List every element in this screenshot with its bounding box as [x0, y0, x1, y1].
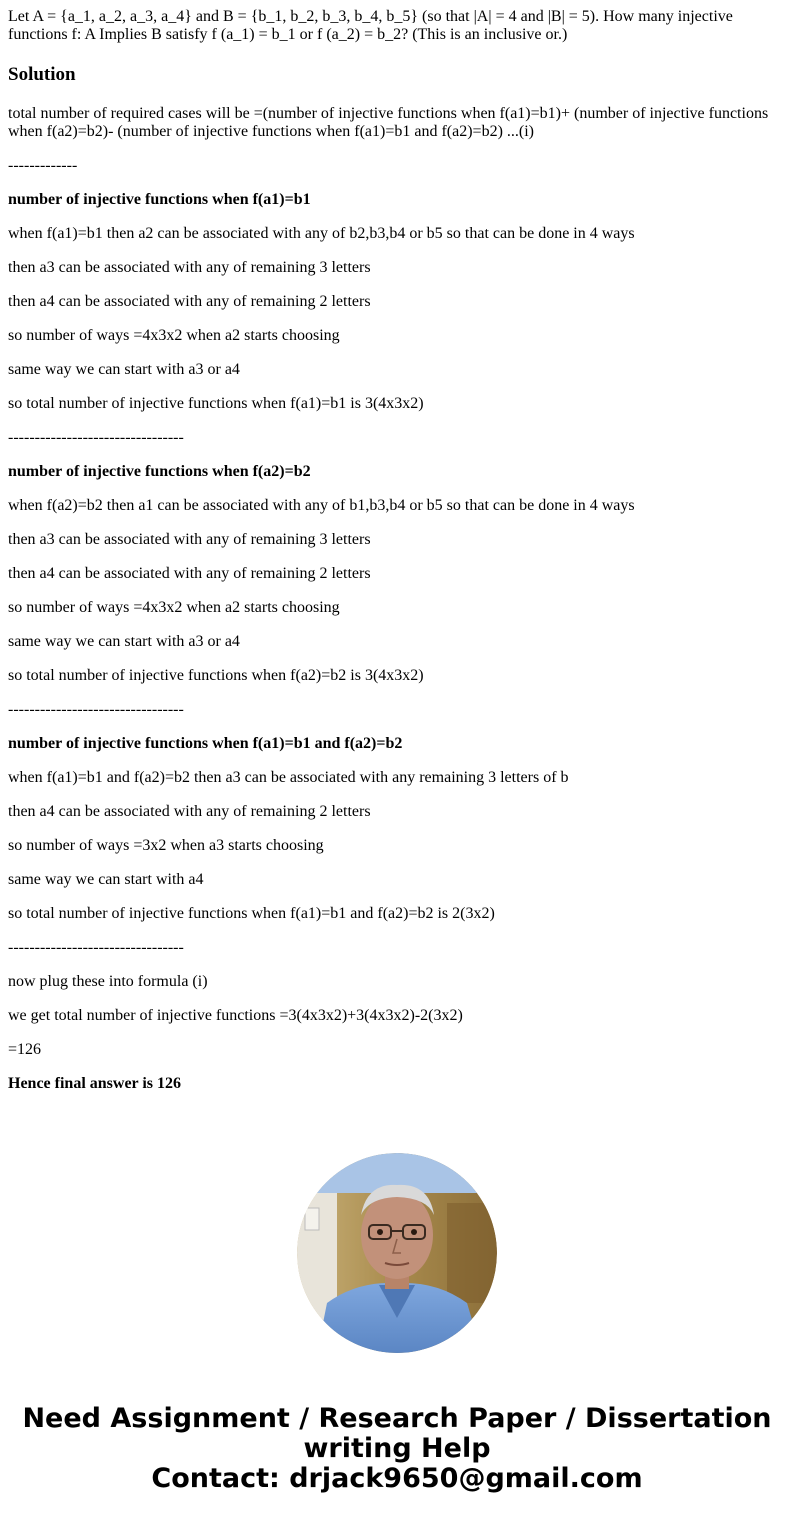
- author-photo-icon: [297, 1153, 497, 1353]
- solution-line: total number of required cases will be =(number of injective functions when f(a1)=b1)+ (number of injective functions when f(a2)=b2)- (number of injective functions when f(a1)=b1 and f(a2)=b2) ...(i): [8, 105, 769, 140]
- section-heading: number of injective functions when f(a1)=b1: [8, 191, 311, 208]
- footer-promo: [0, 1404, 794, 1494]
- solution-line: when f(a1)=b1 then a2 can be associated with any of b2,b3,b4 or b5 so that can be done in 4 ways: [8, 225, 635, 242]
- solution-line: so total number of injective functions when f(a1)=b1 is 3(4x3x2): [8, 395, 424, 412]
- section-heading: Hence final answer is 126: [8, 1075, 182, 1092]
- solution-line: so total number of injective functions when f(a2)=b2 is 3(4x3x2): [8, 667, 424, 684]
- solution-line: when f(a1)=b1 and f(a2)=b2 then a3 can be associated with any remaining 3 letters of b: [8, 769, 569, 786]
- solution-line: when f(a2)=b2 then a1 can be associated with any of b1,b3,b4 or b5 so that can be done in 4 ways: [8, 497, 635, 514]
- solution-line: we get total number of injective functions =3(4x3x2)+3(4x3x2)-2(3x2): [8, 1007, 463, 1024]
- solution-line: then a4 can be associated with any of remaining 2 letters: [8, 803, 371, 820]
- solution-line: then a3 can be associated with any of remaining 3 letters: [8, 259, 371, 276]
- solution-line: so number of ways =4x3x2 when a2 starts choosing: [8, 327, 340, 344]
- solution-line: -------------: [8, 157, 78, 174]
- solution-line: same way we can start with a3 or a4: [8, 633, 240, 650]
- solution-line: ---------------------------------: [8, 701, 184, 718]
- solution-line: then a4 can be associated with any of remaining 2 letters: [8, 565, 371, 582]
- section-heading: number of injective functions when f(a1)=b1 and f(a2)=b2: [8, 735, 403, 752]
- solution-line: then a4 can be associated with any of remaining 2 letters: [8, 293, 371, 310]
- document-content: [8, 8, 786, 1109]
- solution-line: now plug these into formula (i): [8, 973, 208, 990]
- solution-heading: Solution: [8, 64, 76, 85]
- question-text: Let A = {a_1, a_2, a_3, a_4} and B = {b_1, b_2, b_3, b_4, b_5} (so that |A| = 4 and |B| = 5). How many injective functions f: A Implies B satisfy f (a_1) = b_1 or f (a_2) = b_2? (This is an inclusive or.): [8, 8, 733, 43]
- solution-line: same way we can start with a3 or a4: [8, 361, 240, 378]
- section-heading: number of injective functions when f(a2)=b2: [8, 463, 311, 480]
- solution-line: ---------------------------------: [8, 429, 184, 446]
- solution-line: same way we can start with a4: [8, 871, 204, 888]
- solution-line: so total number of injective functions when f(a1)=b1 and f(a2)=b2 is 2(3x2): [8, 905, 495, 922]
- footer-contact: Contact: drjack9650@gmail.com: [151, 1463, 643, 1494]
- author-avatar: [297, 1153, 497, 1353]
- solution-line: ---------------------------------: [8, 939, 184, 956]
- footer-line-2: writing Help: [303, 1433, 491, 1464]
- solution-body: [8, 105, 786, 1093]
- footer-line-1: Need Assignment / Research Paper / Dissertation: [22, 1403, 772, 1434]
- solution-line: so number of ways =3x2 when a3 starts choosing: [8, 837, 324, 854]
- solution-line: so number of ways =4x3x2 when a2 starts choosing: [8, 599, 340, 616]
- solution-line: =126: [8, 1041, 42, 1058]
- solution-line: then a3 can be associated with any of remaining 3 letters: [8, 531, 371, 548]
